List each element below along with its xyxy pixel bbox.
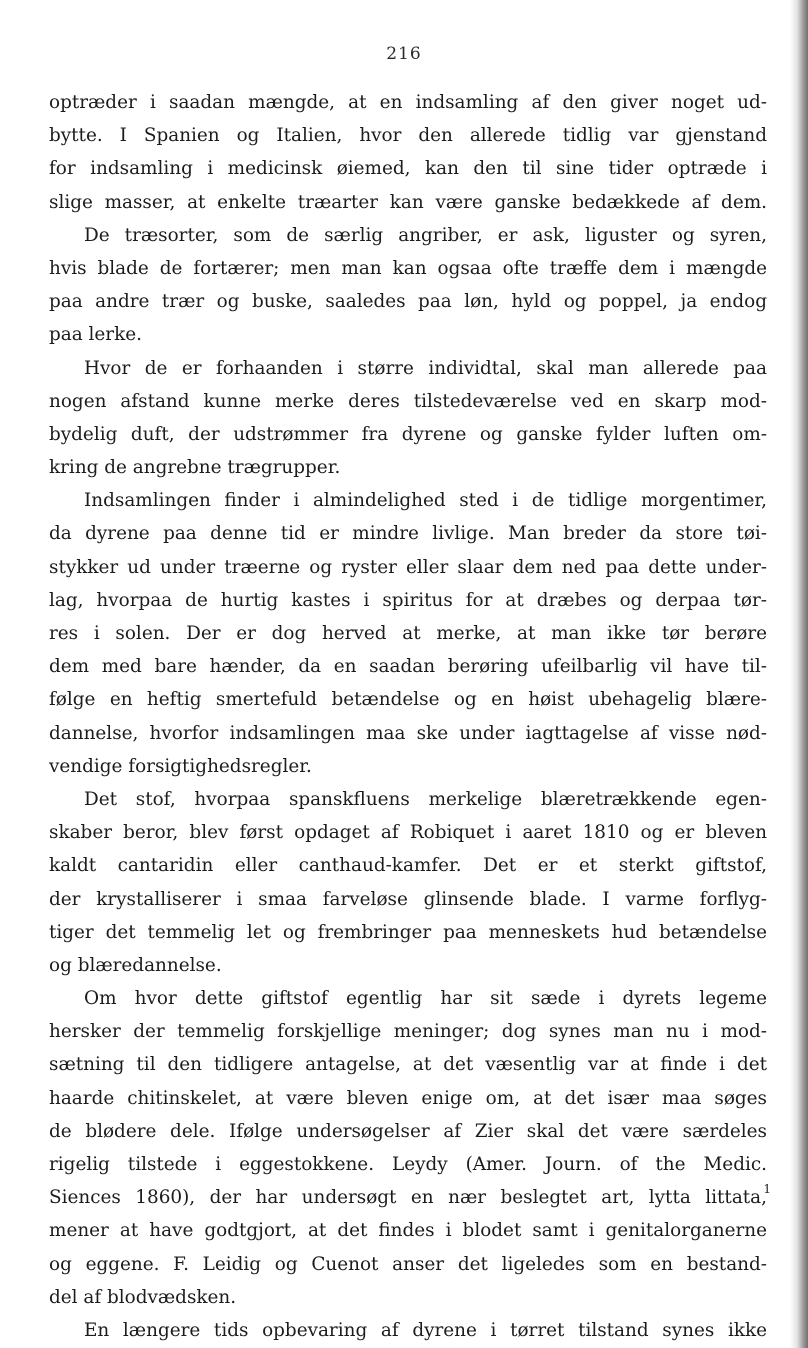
text-line: rigelig tilstede i eggestokkene. Leydy (Amer. Journ. of the Medic. <box>49 1154 767 1175</box>
text-line: optræder i saadan mængde, at en indsamling af den giver noget ud- <box>49 92 767 113</box>
text-line: bytte. I Spanien og Italien, hvor den allerede tidlig var gjenstand <box>49 125 767 147</box>
text-line: dem med bare hænder, da en saadan berøring ufeilbarlig vil have til- <box>49 656 767 678</box>
text-line: for indsamling i medicinsk øiemed, kan den til sine tider optræde i <box>49 158 767 180</box>
text-line: lag, hvorpaa de hurtig kastes i spiritus for at dræbes og derpaa tør- <box>49 589 767 611</box>
page-number: 216 <box>386 44 422 64</box>
paragraph-end-line: kring de angrebne trægrupper. <box>49 457 341 479</box>
text-line: hvis blade de fortærer; men man kan ogsaa ofte træffe dem i mængde <box>49 257 767 279</box>
paragraph-end-line: vendige forsigtighedsregler. <box>49 755 312 777</box>
page-edge-shadow <box>790 0 808 1348</box>
paragraph-end-line: paa lerke. <box>49 324 142 346</box>
text-line: tiger det temmelig let og frembringer paa menneskets hud betændelse <box>49 921 767 943</box>
text-line: følge en heftig smertefuld betændelse og en høist ubehagelig blære- <box>49 689 767 711</box>
text-line: Siences 1860), der har undersøgt en nær beslegtet art, lytta littata, <box>49 1187 767 1209</box>
text-line: sætning til den tidligere antagelse, at det væsentlig var at finde i det <box>49 1054 767 1076</box>
text-line: de blødere dele. Ifølge undersøgelser af Zier skal det være særdeles <box>49 1120 767 1142</box>
text-line: paa andre trær og buske, saaledes paa løn, hyld og poppel, ja endog <box>49 291 767 313</box>
paragraph-start-line: Hvor de er forhaanden i større individtal, skal man allerede paa <box>84 357 767 379</box>
paragraph-end-line: og blæredannelse. <box>49 954 222 976</box>
text-line: skaber beror, blev først opdaget af Robiquet i aaret 1810 og er bleven <box>49 822 767 844</box>
text-line: nogen afstand kunne merke deres tilstedeværelse ved en skarp mod- <box>49 390 767 412</box>
text-line: haarde chitinskelet, at være bleven enige om, at det især maa søges <box>49 1087 767 1109</box>
text-line: dannelse, hvorfor indsamlingen maa ske under iagttagelse af visse nød- <box>49 722 767 744</box>
margin-mark: 1 <box>763 1182 771 1196</box>
paragraph-start-line: Om hvor dette giftstof egentlig har sit sæde i dyrets legeme <box>84 988 767 1010</box>
text-line: stykker ud under træerne og ryster eller slaar dem ned paa dette under- <box>49 556 767 578</box>
text-line: mener at have godtgjort, at det findes i blodet samt i genitalorganerne <box>49 1220 767 1242</box>
paragraph-start-line: En længere tids opbevaring af dyrene i tørret tilstand synes ikke <box>84 1319 767 1341</box>
paragraph-end-line: del af blodvædsken. <box>49 1286 237 1308</box>
text-line: og eggene. F. Leidig og Cuenot anser det ligeledes som en bestand- <box>49 1253 767 1275</box>
paragraph-start-line: De træsorter, som de særlig angriber, er ask, liguster og syren, <box>84 224 767 246</box>
text-line: der krystalliserer i smaa farveløse glinsende blade. I varme forflyg- <box>49 888 767 910</box>
paragraph-start-line: Det stof, hvorpaa spanskfluens merkelige blæretrækkende egen- <box>84 788 767 810</box>
text-line: hersker der temmelig forskjellige meninger; dog synes man nu i mod- <box>49 1021 767 1043</box>
text-line: bydelig duft, der udstrømmer fra dyrene og ganske fylder luften om- <box>49 423 767 445</box>
text-line: slige masser, at enkelte træarter kan være ganske bedækkede af dem. <box>49 191 767 213</box>
text-line: res i solen. Der er dog herved at merke, at man ikke tør berøre <box>49 623 767 644</box>
text-line: da dyrene paa denne tid er mindre livlige. Man breder da store tøi- <box>49 523 767 545</box>
paragraph-start-line: Indsamlingen finder i almindelighed sted i de tidlige morgentimer, <box>84 490 767 512</box>
body-text <box>49 86 771 1347</box>
text-line: kaldt cantaridin eller canthaud-kamfer. Det er et sterkt giftstof, <box>49 855 767 877</box>
